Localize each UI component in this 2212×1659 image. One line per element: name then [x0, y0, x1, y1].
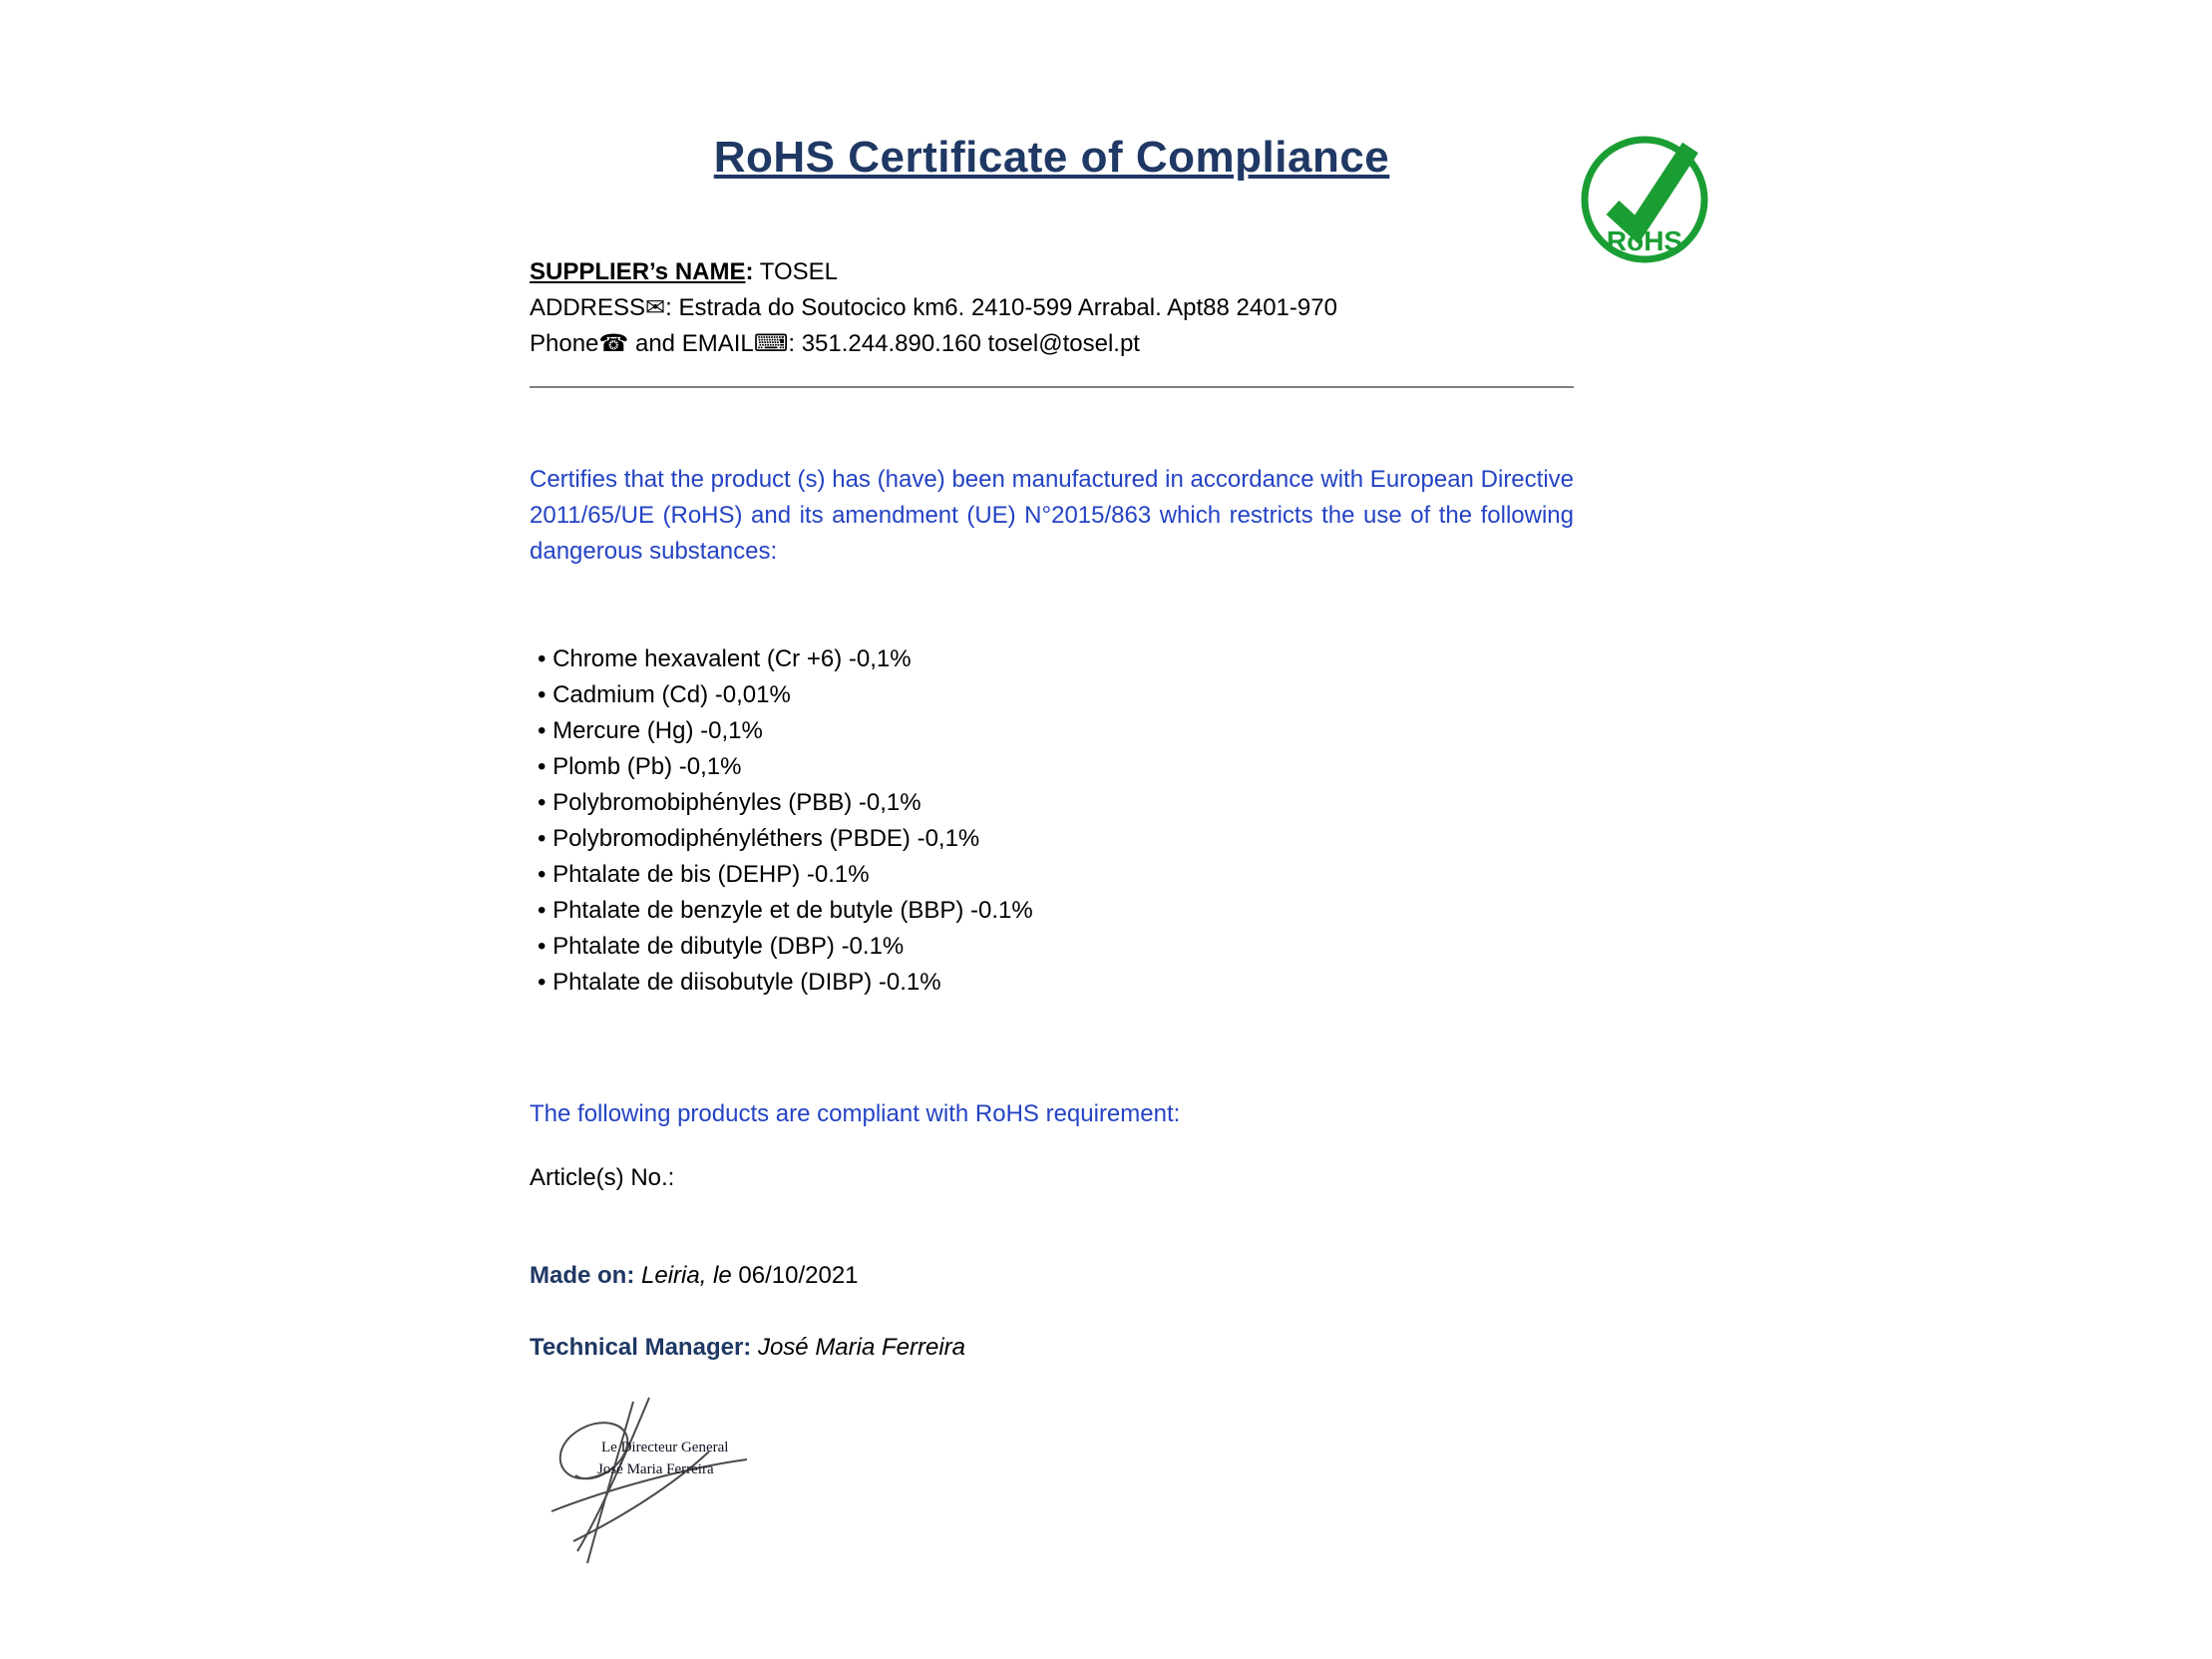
made-on-label: Made on: [530, 1262, 635, 1289]
address-value: : Estrada do Soutocico km6. 2410-599 Arrabal. Apt88 2401-970 [665, 294, 1337, 321]
phone-label: Phone [530, 330, 599, 357]
substance-item: • Phtalate de diisobutyle (DIBP) -0.1% [538, 965, 1574, 1001]
manager-label: Technical Manager: [530, 1334, 752, 1361]
document-content [530, 0, 1574, 1583]
supplier-name-line [530, 254, 1574, 290]
signature-strokes [552, 1398, 747, 1563]
signature-name: José Maria Ferreira [597, 1461, 714, 1477]
substance-item: • Phtalate de dibutyle (DBP) -0.1% [538, 929, 1574, 965]
substance-item: • Cadmium (Cd) -0,01% [538, 677, 1574, 713]
supplier-address-line [530, 290, 1574, 326]
email-label: and EMAIL [628, 330, 754, 357]
signature-block [538, 1394, 797, 1583]
substance-item: • Phtalate de bis (DEHP) -0.1% [538, 857, 1574, 893]
made-on-date: 06/10/2021 [738, 1262, 859, 1289]
supplier-name-value: TOSEL [753, 258, 838, 285]
articles-label: Article(s) No.: [530, 1164, 675, 1191]
substance-item: • Plomb (Pb) -0,1% [538, 749, 1574, 785]
signature-title: Le Directeur General [601, 1440, 729, 1455]
computer-icon: ⌨ [753, 330, 789, 357]
made-on-line [530, 1258, 1574, 1294]
substance-item: • Mercure (Hg) -0,1% [538, 713, 1574, 749]
supplier-name-label: SUPPLIER’s NAME [530, 258, 746, 285]
substance-item: • Chrome hexavalent (Cr +6) -0,1% [538, 641, 1574, 677]
substance-item: • Phtalate de benzyle et de butyle (BBP) -0.1% [538, 893, 1574, 929]
compliance-statement: The following products are compliant with RoHS requirement: [530, 1100, 1181, 1127]
contact-value: : 351.244.890.160 tosel@tosel.pt [788, 330, 1140, 357]
substances-list [530, 641, 1574, 1001]
substance-item: • Polybromobiphényles (PBB) -0,1% [538, 785, 1574, 821]
supplier-contact-line [530, 326, 1574, 362]
envelope-icon: ✉ [645, 294, 666, 321]
signature-graphic [538, 1394, 797, 1583]
supplier-name-colon: : [745, 258, 754, 285]
made-on-place: Leiria, le [634, 1262, 739, 1289]
divider-line [530, 386, 1574, 388]
logo-label: RoHS [1606, 225, 1683, 256]
phone-icon: ☎ [598, 330, 629, 357]
manager-name: José Maria Ferreira [751, 1334, 966, 1361]
certification-statement: Certifies that the product (s) has (have) been manufactured in accordance with European Directive 2011/65/UE (RoHS) and its amendment (UE) N°2015/863 which restricts the use of the following dangerous substances: [530, 466, 1574, 565]
address-label: ADDRESS [530, 294, 646, 321]
substance-item: • Polybromodiphényléthers (PBDE) -0,1% [538, 821, 1574, 857]
rohs-logo [1579, 128, 1718, 267]
page-title: RoHS Certificate of Compliance [713, 133, 1390, 182]
rohs-logo-graphic [1579, 128, 1718, 267]
supplier-info [530, 254, 1574, 362]
technical-manager-line [530, 1330, 1574, 1366]
